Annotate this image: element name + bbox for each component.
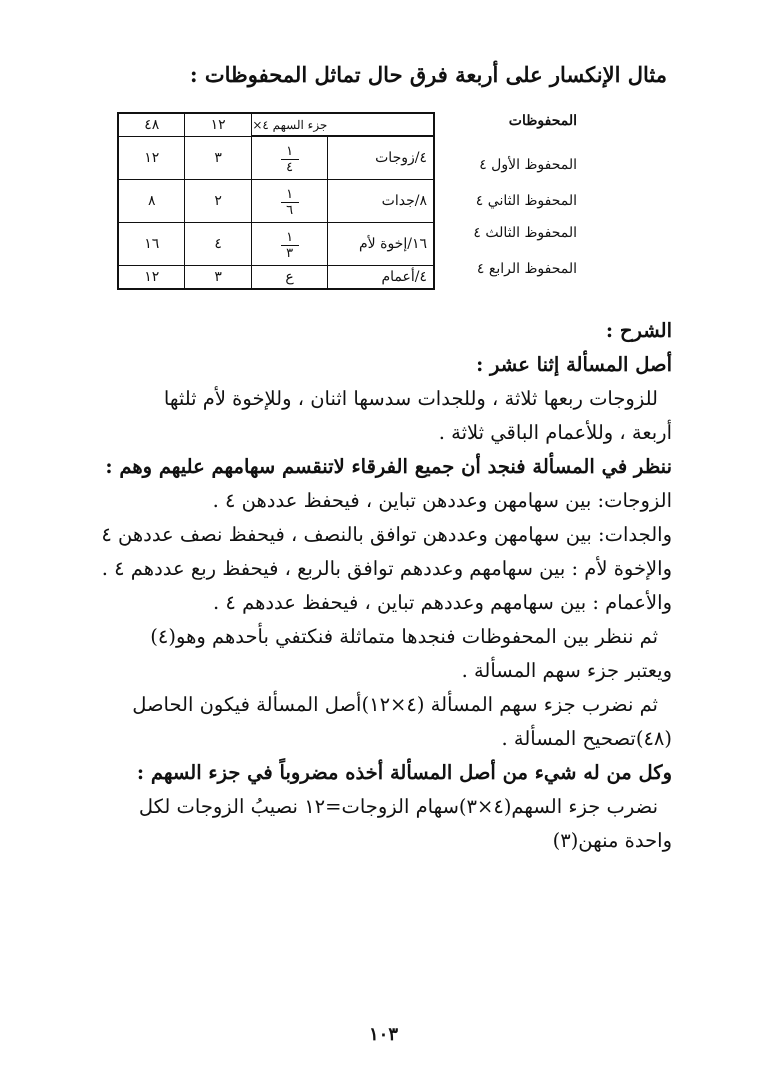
fraction-numerator: ١ (286, 229, 294, 245)
share-fraction (251, 136, 327, 179)
text-line: والأعمام : بين سهامهم وعددهم تباين ، فيحفظ عددهم ٤ . (213, 591, 672, 614)
header-12-cell: ١٢ (185, 113, 251, 136)
text-line: ننظر في المسألة فنجد أن جميع الفرقاء لاتنقسم سهامهم عليهم وهم : (105, 455, 672, 478)
heir-label: ١٦/إخوة لأم (328, 223, 434, 266)
text-line: ويعتبر جزء سهم المسألة . (461, 659, 672, 682)
side-row-4: المحفوظ الرابع ٤ (476, 261, 577, 277)
text-line: للزوجات ربعها ثلاثة ، وللجدات سدسها اثنان ، وللإخوة لأم ثلثها (163, 387, 658, 410)
side-header: المحفوظات (508, 113, 577, 129)
page-number: ١٠٣ (368, 1024, 398, 1045)
heir-label: ٤/أعمام (328, 266, 434, 289)
shares-48: ١٢ (118, 136, 185, 179)
text-line: والجدات: بين سهامهن وعددهن توافق بالنصف ، فيحفظ نصف عددهن ٤ (101, 523, 672, 546)
header-label-cell (328, 113, 434, 136)
example-title: مثال الإنكسار على أربعة فرق حال تماثل المحفوظات : (189, 62, 667, 87)
table-row (118, 266, 434, 289)
share-fraction (251, 180, 327, 223)
header-share-cell: جزء السهم ٤× (251, 113, 327, 136)
text-line: الشرح : (605, 319, 672, 342)
residuary-share: ع (251, 266, 327, 289)
shares-48: ٨ (118, 180, 185, 223)
shares-48: ١٢ (118, 266, 185, 289)
text-line: وكل من له شيء من أصل المسألة أخذه مضروباً في جزء السهم : (136, 761, 672, 784)
fraction-denominator: ٤ (286, 159, 294, 175)
side-row-1: المحفوظ الأول ٤ (479, 157, 577, 173)
shares-12: ٤ (185, 223, 251, 266)
heir-label: ٨/جدات (328, 180, 434, 223)
shares-12: ٣ (185, 136, 251, 179)
heir-label: ٤/زوجات (328, 136, 434, 179)
text-line: واحدة منهن(٣) (552, 829, 672, 852)
text-line: ثم ننظر بين المحفوظات فنجدها متماثلة فنكتفي بأحدهم وهو(٤) (150, 625, 658, 648)
text-line: أصل المسألة إثنا عشر : (476, 353, 672, 376)
header-48-cell: ٤٨ (118, 113, 185, 136)
table-row (118, 223, 434, 266)
text-line: أربعة ، وللأعمام الباقي ثلاثة . (438, 421, 672, 444)
fraction-denominator: ٣ (286, 245, 294, 261)
text-line: ثم نضرب جزء سهم المسألة (٤×١٢)أصل المسألة فيكون الحاصل (132, 693, 658, 716)
inheritance-table (117, 112, 435, 290)
text-line: نضرب جزء السهم(٤×٣)سهام الزوجات=١٢ نصيبُ الزوجات لكل (138, 795, 658, 818)
text-line: (٤٨)تصحيح المسألة . (501, 727, 672, 750)
text-line: الزوجات: بين سهامهن وعددهن تباين ، فيحفظ عددهن ٤ . (212, 489, 672, 512)
shares-48: ١٦ (118, 223, 185, 266)
side-row-3: المحفوظ الثالث ٤ (473, 225, 577, 241)
shares-12: ٣ (185, 266, 251, 289)
explanation-body (72, 314, 672, 858)
text-line: والإخوة لأم : بين سهامهم وعددهم توافق بالربع ، فيحفظ ربع عددهم ٤ . (101, 557, 672, 580)
table-header-row (118, 113, 434, 136)
side-row-2: المحفوظ الثاني ٤ (475, 193, 577, 209)
table-row (118, 180, 434, 223)
fraction-numerator: ١ (286, 143, 294, 159)
fraction-numerator: ١ (286, 186, 294, 202)
shares-12: ٢ (185, 180, 251, 223)
fraction-denominator: ٦ (286, 202, 294, 218)
table-row (118, 136, 434, 179)
share-fraction (251, 223, 327, 266)
